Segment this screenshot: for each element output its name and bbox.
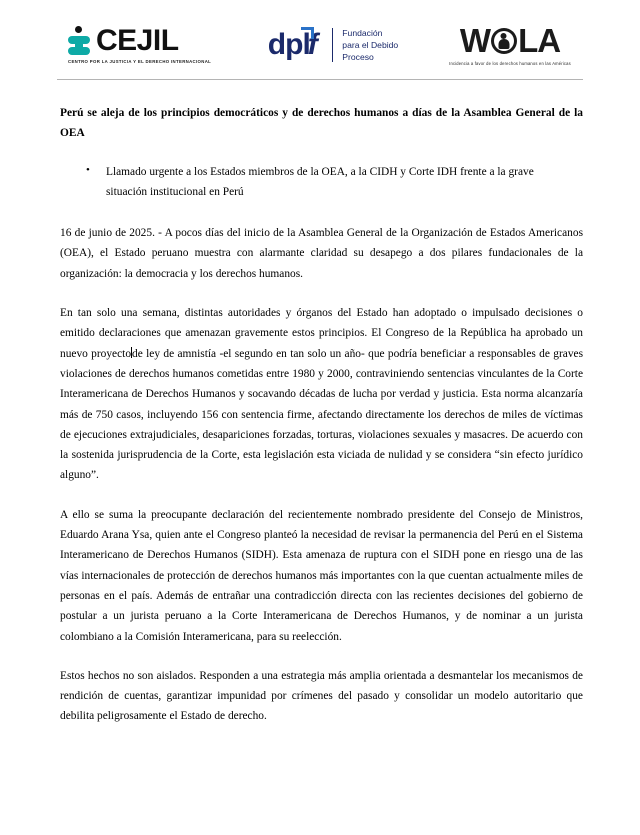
list-item: • Llamado urgente a los Estados miembros de la OEA, a la CIDH y Corte IDH frente a la grave situación institucional en Perú xyxy=(106,162,559,203)
dplf-logo xyxy=(268,27,398,64)
logo-header xyxy=(0,0,640,72)
paragraph-amnesty-part2: de ley de amnistía -el segundo en tan solo un año- que podría beneficiar a responsables de graves violaciones de derechos humanos cometidas entre 1980 y 2000, contraviniendo sentencias vinculantes de la Corte Interamericana de Derechos Humanos y socavando décadas de lucha por verdad y justicia. Esta norma alcanzaría más de 750 casos, incluyendo 156 con sentencia firme, afectando directamente los derechos de miles de víctimas de ejecuciones extrajudiciales, desapariciones forzadas, torturas, violaciones sexuales y masacres. De acuerdo con la sostenida jurisprudencia de la Corte, esta legislación esta viciada de nulidad y se considera “sin efecto jurídico alguno”. xyxy=(60,347,584,482)
cejil-logo xyxy=(68,26,226,64)
paragraph-amnesty-part1: En tan solo una semana, distintas autoridades y órganos del Estado han adoptado o impulsado decisiones o emitido declaraciones que amenazan gravemente estos principios. El Congreso de la República ha aprobado un nuevo proyecto xyxy=(60,307,583,360)
paragraph-amnesty xyxy=(60,303,583,486)
paragraph-conclusion: Estos hechos no son aislados. Responden a una estrategia más amplia orientada a desmantelar los mecanismos de rendición de cuentas, garantizar impunidad por crímenes del pasado y consolidar un modelo autoritario que debilita peligrosamente el Estado de derecho. xyxy=(60,669,583,723)
header-divider xyxy=(57,79,583,80)
cejil-wordmark-row xyxy=(68,26,179,56)
paragraph-sidh: A ello se suma la preocupante declaración del recientemente nombrado presidente del Consejo de Ministros, Eduardo Arana Ysa, quien ante el Congreso planteó la necesidad de revisar la permanencia del Perú en el Sistema Interamericano de Derechos Humanos (SIDH). Esta amenaza de ruptura con el SIDH pone en riesgo una de las vías internacionales de protección de derechos humanos más importantes con la que cuentan actualmente miles de personas en el país. Además de entrañar una contradicción directa con las recientes decisiones del gobierno de postular a un jurista peruano a la Corte Interamericana de Derechos Humanos, y de nominar a un jurista colombiano a la Comisión Interamericana, para su reelección. xyxy=(60,508,583,643)
paragraph-lead: 16 de junio de 2025. - A pocos días del inicio de la Asamblea General de la Organización de Estados Americanos (OEA), el Estado peruano muestra con alarmante claridad su desapego a dos pilares fundacionales de la organización: la democracia y los derechos humanos. xyxy=(60,227,583,280)
dplf-tagline-line3: Proceso xyxy=(342,52,374,63)
dplf-divider xyxy=(332,28,334,62)
wola-tagline: Incidencia a favor de los derechos humanos en las Américas xyxy=(449,61,571,66)
dplf-flag-icon xyxy=(301,27,314,39)
wola-wordmark-right: LA xyxy=(518,22,561,59)
dplf-tagline xyxy=(342,27,398,64)
dplf-tagline-line2: para el Debido xyxy=(342,39,399,50)
page-title: Perú se aleja de los principios democráticos y de derechos humanos a días de la Asamblea General de la OEA xyxy=(60,107,583,140)
dplf-tagline-line1: Fundación xyxy=(342,27,383,38)
wola-emblem-icon xyxy=(491,28,517,54)
cejil-mark-icon xyxy=(68,26,90,56)
wola-wordmark-row xyxy=(460,24,560,57)
dplf-wordmark-group xyxy=(267,27,323,61)
cejil-wordmark: CEJIL xyxy=(96,24,179,57)
summary-bullet-list xyxy=(60,162,583,203)
wola-wordmark-left: W xyxy=(459,22,491,59)
dplf-wordmark: dpl xyxy=(267,27,310,61)
wola-logo xyxy=(440,24,580,66)
cejil-tagline: CENTRO POR LA JUSTICIA Y EL DERECHO INTERNACIONAL xyxy=(68,59,212,64)
dplf-wordmark-f: f xyxy=(307,27,317,61)
document-body xyxy=(0,103,640,727)
